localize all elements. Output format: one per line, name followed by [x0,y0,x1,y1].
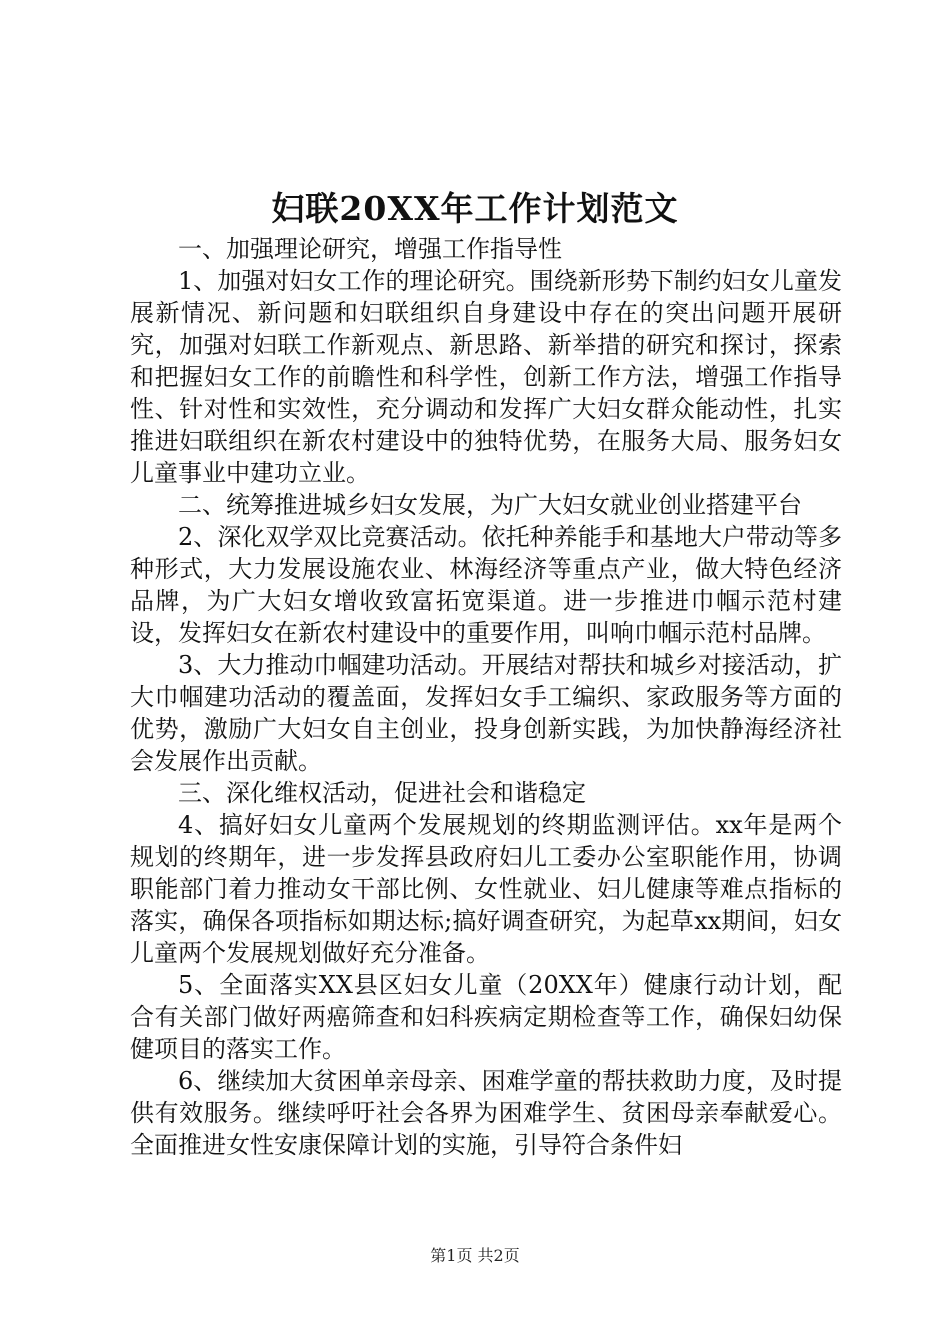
document-title: 妇联20XX年工作计划范文 [271,189,679,228]
paragraph-6: 6、继续加大贫困单亲母亲、困难学童的帮扶救助力度，及时提供有效服务。继续呼吁社会各界为困难学生、贫困母亲奉献爱心。全面推进女性安康保障计划的实施，引导符合条件妇 [130,1067,842,1159]
paragraph-3: 3、大力推动巾帼建功活动。开展结对帮扶和城乡对接活动，扩大巾帼建功活动的覆盖面，发挥妇女手工编织、家政服务等方面的优势，激励广大妇女自主创业，投身创新实践，为加快静海经济社会发展作出贡献。 [130,651,842,775]
paragraph-2: 2、深化双学双比竞赛活动。依托种养能手和基地大户带动等多种形式，大力发展设施农业、林海经济等重点产业，做大特色经济品牌，为广大妇女增收致富拓宽渠道。进一步推进巾帼示范村建设，发挥妇女在新农村建设中的重要作用，叫响巾帼示范村品牌。 [130,523,842,647]
section-heading-3: 三、深化维权活动，促进社会和谐稳定 [178,779,586,807]
section-heading-2: 二、统筹推进城乡妇女发展，为广大妇女就业创业搭建平台 [178,491,802,519]
section-heading-1: 一、加强理论研究，增强工作指导性 [178,235,562,263]
document-body [130,233,842,1161]
paragraph-5: 5、全面落实XX县区妇女儿童（20XX年）健康行动计划，配合有关部门做好两癌筛查和妇科疾病定期检查等工作，确保妇幼保健项目的落实工作。 [130,971,842,1063]
paragraph-1: 1、加强对妇女工作的理论研究。围绕新形势下制约妇女儿童发展新情况、新问题和妇联组织自身建设中存在的突出问题开展研究，加强对妇联工作新观点、新思路、新举措的研究和探讨，探索和把握妇女工作的前瞻性和科学性，创新工作方法，增强工作指导性、针对性和实效性，充分调动和发挥广大妇女群众能动性，扎实推进妇联组织在新农村建设中的独特优势，在服务大局、服务妇女儿童事业中建功立业。 [130,267,842,487]
paragraph-4: 4、搞好妇女儿童两个发展规划的终期监测评估。xx年是两个规划的终期年，进一步发挥县政府妇儿工委办公室职能作用，协调职能部门着力推动女干部比例、女性就业、妇儿健康等难点指标的落实，确保各项指标如期达标;搞好调查研究，为起草xx期间，妇女儿童两个发展规划做好充分准备。 [130,811,842,967]
page-footer: 第1页 共2页 [430,1246,520,1265]
